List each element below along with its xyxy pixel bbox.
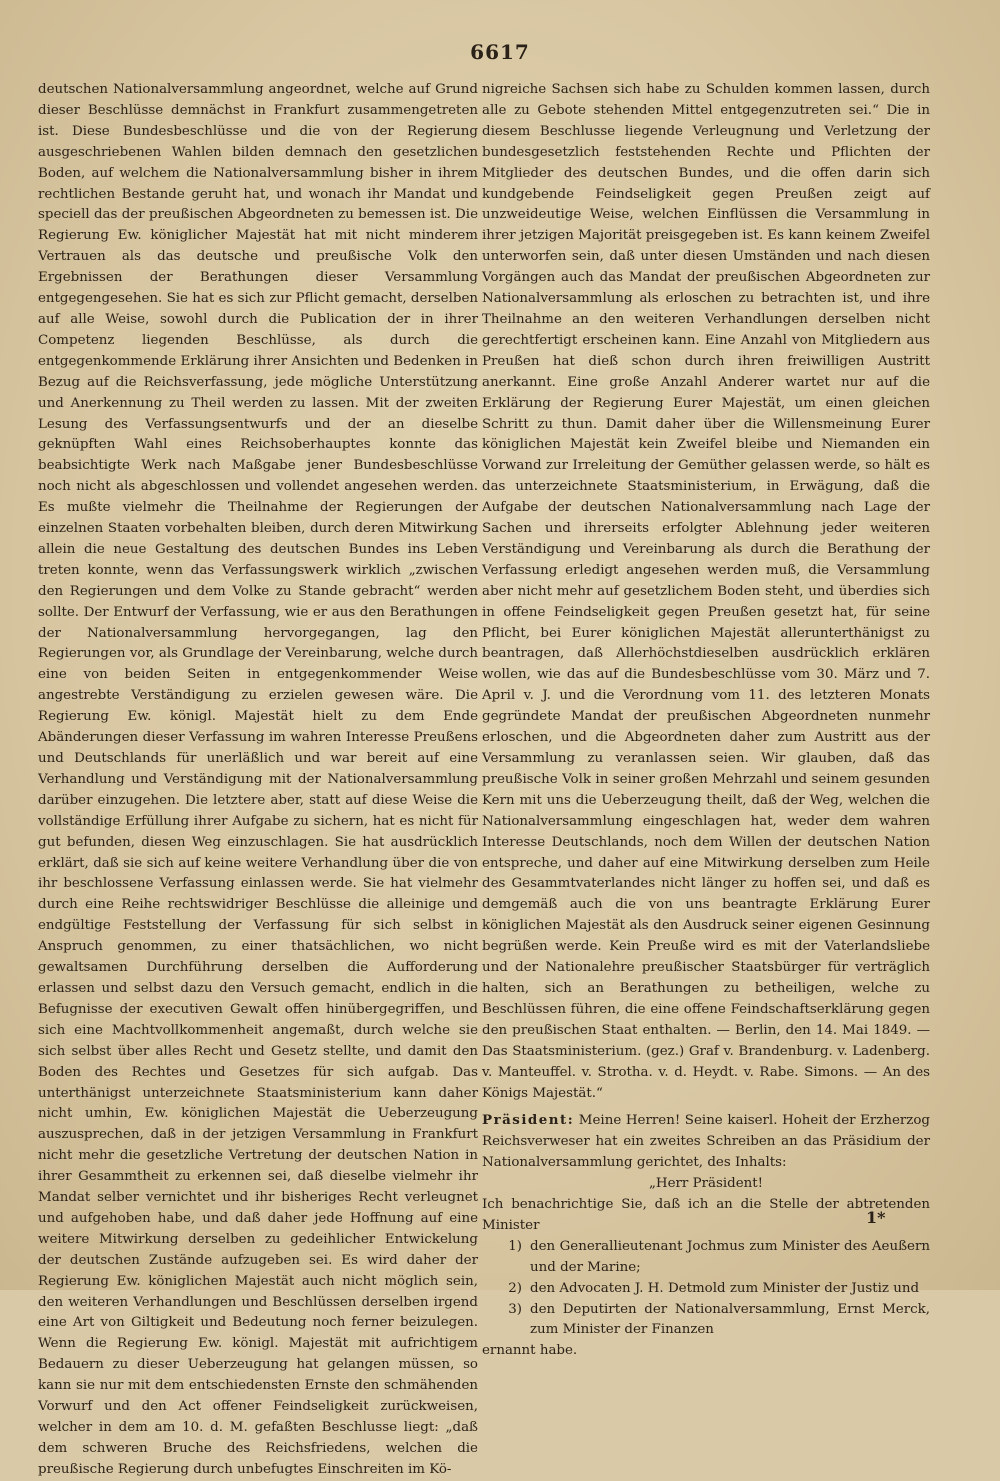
speaker-text: Meine Herren! Seine kaiserl. Hoheit der Erzherzog Reichsverweser hat ein zweites Schreiben an das Präsidium der Nationalversammlung gerichtet, des Inhalts: — [482, 1113, 930, 1171]
list-number: 2) — [508, 1280, 522, 1296]
letter-closing: ernannt habe. — [482, 1343, 578, 1359]
letter-salutation: „Herr Präsident! — [648, 1176, 764, 1192]
signature-mark: 1* — [866, 1208, 886, 1227]
list-text: den Advocaten J. H. Detmold zum Minister der Justiz und — [530, 1280, 920, 1296]
list-number: 3) — [508, 1301, 522, 1317]
list-item — [482, 1279, 930, 1300]
left-column-text: deutschen Nationalversammlung angeordnet, welche auf Grund dieser Beschlüsse demnächst in Frankfurt zusammengetreten ist. Diese Bundesbeschlüsse und die von der Regierung ausgeschriebenen Wahlen bilden demnach den gesetzlichen Boden, auf welchem die Nationalversammlung bisher in ihrem rechtlichen Bestande geruht hat, und wonach ihr Mandat und speciell das der preußischen Abgeordneten zu bemessen ist. Die Regierung Ew. königlicher Majestät hat mit nicht minderem Vertrauen als das deutsche und preußische Volk den Ergebnissen der Berathungen dieser Versammlung entgegengesehen. Sie hat es sich zur Pflicht gemacht, derselben auf alle Weise, sowohl durch die Publication der in ihrer Competenz liegenden Beschlüsse, als durch die entgegenkommende Erklärung ihrer Ansichten und Bedenken in Bezug auf die Reichsverfassung, jede mögliche Unterstützung und Anerkennung zu Theil werden zu lassen. Mit der zweiten Lesung des Verfassungsentwurfs und der an dieselbe geknüpften Wahl eines Reichsoberhauptes konnte das beabsichtigte Werk nach Maßgabe jener Bundesbeschlüsse noch nicht als abgeschlossen und vollendet angesehen werden. Es mußte vielmehr die Theilnahme der Regierungen der einzelnen Staaten vorbehalten bleiben, durch deren Mitwirkung allein die neue Gestaltung des deutschen Bundes ins Leben treten konnte, wenn das Verfassungswerk wirklich „zwischen den Regierungen und dem Volke zu Stande gebracht“ werden sollte. Der Entwurf der Verfassung, wie er aus den Berathungen der Nationalversammlung hervorgegangen, lag den Regierungen vor, als Grundlage der Vereinbarung, welche durch eine von beiden Seiten in entgegenkommender Weise angestrebte Verständigung zu erzielen gewesen wäre. Die Regierung Ew. königl. Majestät hielt zu dem Ende Abänderungen dieser Verfassung im wahren Interesse Preußens und Deutschlands für unerläßlich und war bereit auf eine Verhandlung und Verständigung mit der Nationalversammlung darüber einzugehen. Die letztere aber, statt auf diese Weise die vollständige Erfüllung ihrer Aufgabe zu sichern, hat es nicht für gut befunden, diesen Weg einzuschlagen. Sie hat ausdrücklich erklärt, daß sie sich auf keine weitere Verhandlung über die von ihr beschlossene Verfassung einlassen werde. Sie hat vielmehr durch eine Reihe rechtswidriger Beschlüsse die alleinige und endgültige Feststellung der Verfassung für sich selbst in Anspruch genommen, zu einer thatsächlichen, wo nicht gewaltsamen Durchführung derselben die Aufforderung erlassen und selbst dazu den Versuch gemacht, endlich in die Befugnisse der executiven Gewalt offen hinübergegriffen, und sich eine Machtvollkommenheit angemaßt, durch welche sie sich selbst über alles Recht und Gesetz stellte, und damit den Boden des Rechtes und Gesetzes für sich aufgab. Das unterthänigst unterzeichnete Staatsministerium kann daher nicht umhin, Ew. königlichen Majestät die Ueberzeugung auszusprechen, daß in der jetzigen Versammlung in Frankfurt nicht mehr die gesetzliche Vertretung der deutschen Nation in ihrer Gesammtheit zu erkennen sei, daß dieselbe vielmehr ihr Mandat selber vernichtet und ihr bisheriges Recht verleugnet und aufgehoben habe, und daß daher jede Hoffnung auf eine weitere Mitwirkung derselben zu gedeihlicher Entwickelung der deutschen Zustände aufzugeben sei. Es wird daher der Regierung Ew. königlichen Majestät auch nicht möglich sein, den weiteren Verhandlungen und Beschlüssen derselben irgend eine Art von Giltigkeit und Bedeutung noch ferner beizulegen. Wenn die Regierung Ew. königl. Majestät mit aufrichtigem Bedauern zu dieser Ueberzeugung hat gelangen müssen, so kann sie nur mit dem entschiedensten Ernste den schmähenden Vorwurf und den Act offener Feindseligkeit zurückweisen, welcher in dem am 10. d. M. gefaßten Beschlusse liegt: „daß dem schweren Bruche des Reichsfriedens, welchen die preußische Regierung durch unbefugtes Einschreiten im Kö- — [38, 82, 478, 1477]
list-item — [482, 1300, 930, 1342]
list-item — [482, 1237, 930, 1279]
list-number: 1) — [508, 1238, 522, 1254]
president-statement — [482, 1110, 930, 1174]
page-number: 6617 — [470, 40, 530, 64]
list-text: den Generallieutenant Jochmus zum Minister des Aeußern und der Marine; — [530, 1238, 930, 1275]
speaker-label: Präsident: — [482, 1112, 575, 1129]
list-text: den Deputirten der Nationalversammlung, Ernst Merck, zum Minister der Finanzen — [530, 1301, 930, 1338]
left-column — [38, 80, 478, 1477]
right-column-body: nigreiche Sachsen sich habe zu Schulden kommen lassen, durch alle zu Gebote stehenden Mittel entgegenzutreten sei.“ Die in diesem Beschlusse liegende Verleugnung und Verletzung der bundesgesetzlich feststehenden Rechte und Pflichten der Mitglieder des deutschen Bundes, und die offen darin sich kundgebende Feindseligkeit gegen Preußen zeigt auf unzweideutige Weise, welchen Einflüssen die Versammlung in ihrer jetzigen Majorität preisgegeben ist. Es kann keinem Zweifel unterworfen sein, daß unter diesen Umständen und nach diesen Vorgängen auch das Mandat der preußischen Abgeordneten zur Nationalversammlung als erloschen zu betrachten ist, und ihre Theilnahme an den weiteren Verhandlungen derselben nicht gerechtfertigt erscheinen kann. Eine Anzahl von Mitgliedern aus Preußen hat dieß schon durch ihren freiwilligen Austritt anerkannt. Eine große Anzahl Anderer wartet nur auf die Erklärung der Regierung Eurer Majestät, um einen gleichen Schritt zu thun. Damit daher über die Willensmeinung Eurer königlichen Majestät kein Zweifel bleibe und Niemanden ein Vorwand zur Irreleitung der Gemüther gelassen werde, so hält es das unterzeichnete Staatsministerium, in Erwägung, daß die Aufgabe der deutschen Nationalversammlung nach Lage der Sachen und ihrerseits erfolgter Ablehnung jeder weiteren Verständigung und Vereinbarung als durch die Berathung der Verfassung erledigt angesehen werden muß, die Versammlung aber nicht mehr auf gesetzlichem Boden steht, und überdies sich in offene Feindseligkeit gegen Preußen gesetzt hat, für seine Pflicht, bei Eurer königlichen Majestät allerunterthänigst zu beantragen, daß Allerhöchstdieselben ausdrücklich erklären wollen, wie das auf die Bundesbeschlüsse vom 30. März und 7. April v. J. und die Verordnung vom 11. des letzteren Monats gegründete Mandat der preußischen Abgeordneten nunmehr erloschen, und die Abgeordneten daher zum Austritt aus der Versammlung zu veranlassen seien. Wir glauben, daß das preußische Volk in seiner großen Mehrzahl und seinem gesunden Kern mit uns die Ueberzeugung theilt, daß der Weg, welchen die Nationalversammlung eingeschlagen hat, weder dem wahren Interesse Deutschlands, noch dem Willen der deutschen Nation entspreche, und daher auf eine Mitwirkung derselben zum Heile des Gesammtvaterlandes nicht länger zu hoffen sei, und daß es demgemäß auch die von uns beantragte Erklärung Eurer königlichen Majestät als den Ausdruck seiner eigenen Gesinnung begrüßen werde. Kein Preuße wird es mit der Vaterlandsliebe und der Nationalehre preußischer Staatsbürger für verträglich halten, sich an Berathungen zu betheiligen, welche zu Beschlüssen führen, die eine offene Feindschaftserklärung gegen den preußischen Staat enthalten. — Berlin, den 14. Mai 1849. — Das Staatsministerium. (gez.) Graf v. Brandenburg. v. Ladenberg. v. Manteuffel. v. Strotha. v. d. Heydt. v. Rabe. Simons. — An des Königs Majestät.“ — [482, 82, 930, 1101]
right-column — [482, 80, 930, 1359]
letter-intro: Ich benachrichtige Sie, daß ich an die Stelle der abtretenden Minister — [482, 1197, 930, 1233]
